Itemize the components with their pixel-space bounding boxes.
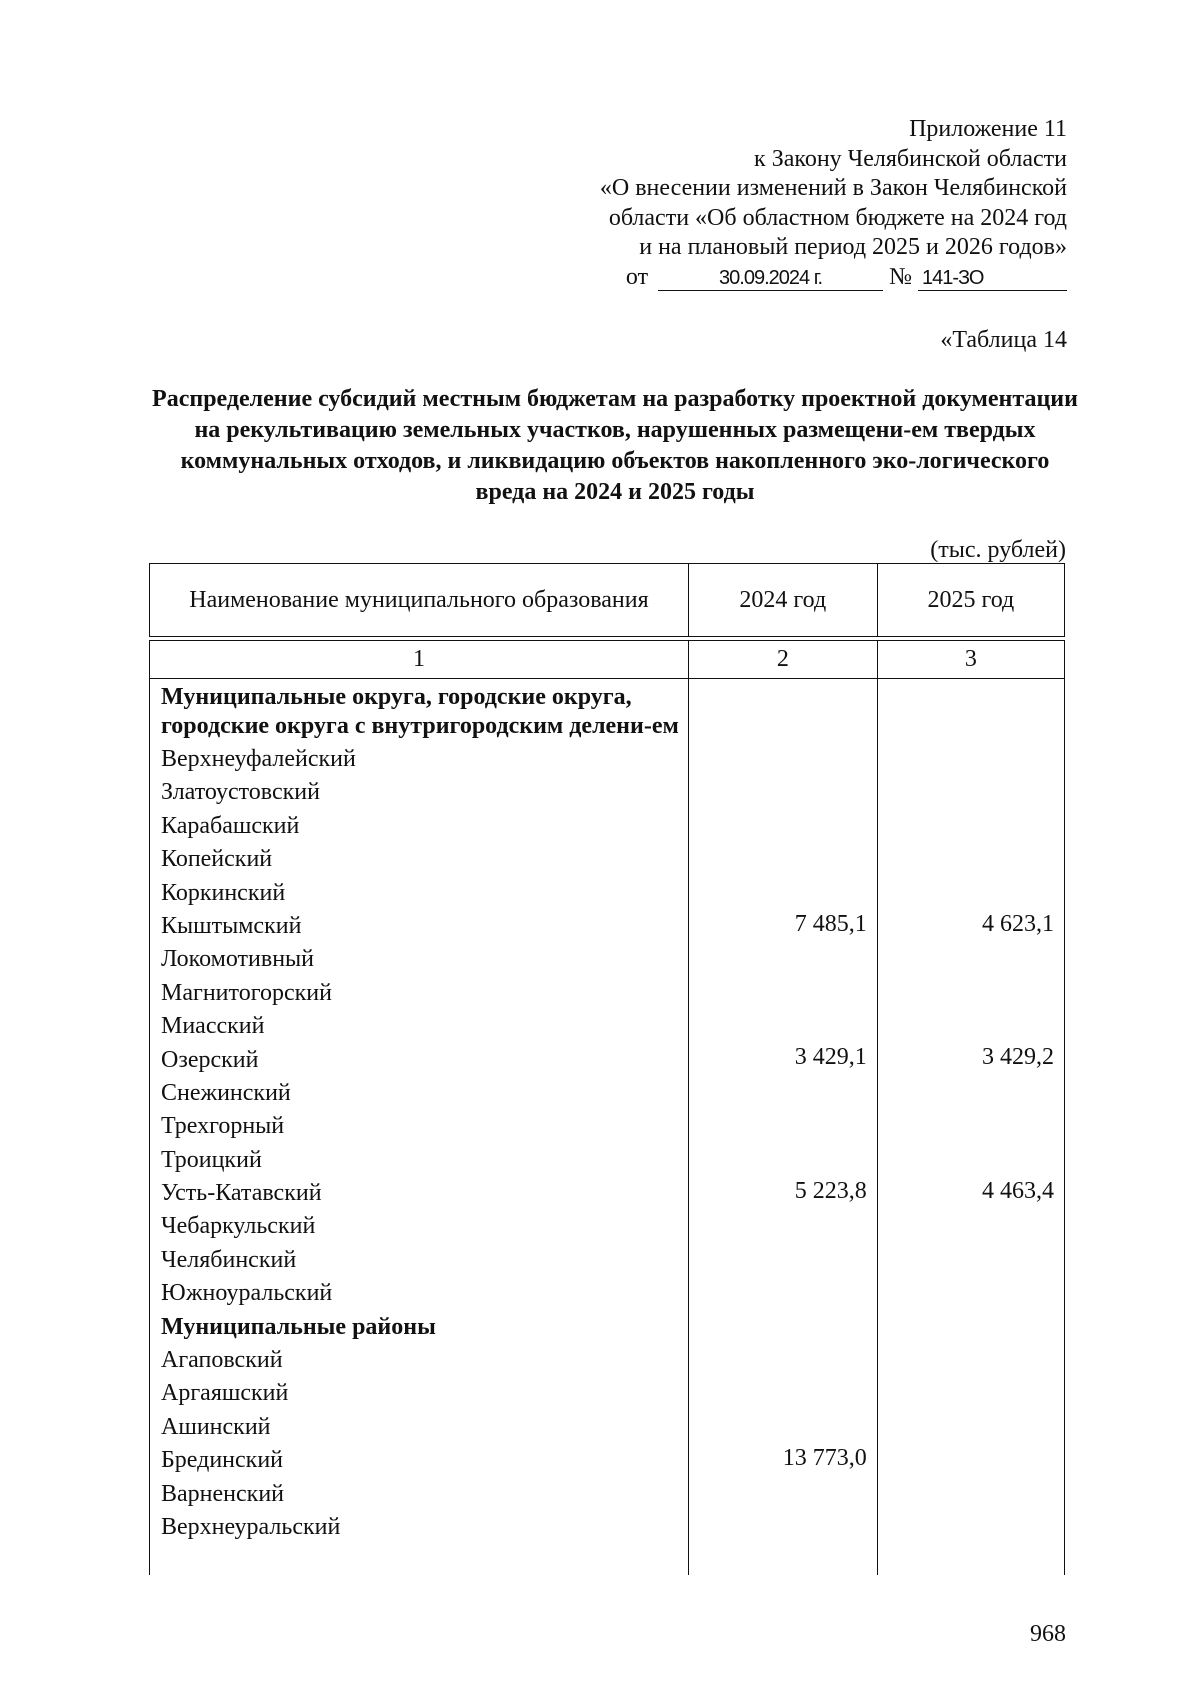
number-label: №: [889, 263, 912, 290]
row-name: Брединский: [161, 1447, 284, 1474]
appendix-line-3: «О внесении изменений в Закон Челябинской: [599, 175, 1067, 201]
row-value-2024: [689, 807, 877, 840]
subsidy-table: [149, 563, 1065, 1575]
column-number-3: 3: [877, 641, 1064, 679]
values-2025-column: [877, 679, 1064, 1576]
units-label: (тыс. рублей): [930, 537, 1066, 563]
row-value-2025: [878, 1241, 1064, 1274]
law-date-number-line: [600, 263, 1067, 293]
row-value-2025: [878, 974, 1064, 1007]
values-2024-column: [688, 679, 877, 1576]
appendix-line-2: к Закону Челябинской области: [754, 145, 1067, 172]
row-name: Варненский: [161, 1480, 284, 1507]
row-value-2025: [878, 774, 1064, 807]
column-number-2: 2: [688, 641, 877, 679]
row-value-2025: [878, 941, 1064, 974]
row-value-2024: [689, 1375, 877, 1408]
appendix-header: [600, 115, 1067, 292]
row-name: Верхнеуральский: [161, 1513, 341, 1540]
row-value-2024: [689, 1075, 877, 1108]
row-value-2024: [689, 941, 877, 974]
row-value-2024: [689, 1275, 877, 1308]
row-value-2024: 7 485,1: [794, 910, 867, 937]
row-name: Копейский: [161, 846, 273, 873]
law-date: 30.09.2024 г.: [658, 266, 883, 291]
row-name: Озерский: [161, 1046, 259, 1073]
row-name: Магнитогорский: [161, 979, 332, 1006]
row-name: Южноуральский: [161, 1280, 333, 1307]
row-name: Миасский: [161, 1013, 265, 1040]
row-value-2025: [878, 874, 1064, 907]
row-value-2024: [689, 1308, 877, 1341]
row-value-2025: [878, 1509, 1064, 1542]
row-name: Челябинский: [161, 1246, 297, 1273]
appendix-line-1: Приложение 11: [909, 116, 1067, 142]
row-value-2025: 4 623,1: [982, 910, 1054, 937]
row-value-2025: [878, 1308, 1064, 1341]
row-value-2024: [689, 1542, 877, 1575]
row-name: Верхнеуфалейский: [161, 746, 356, 772]
row-value-2024: 13 773,0: [782, 1444, 867, 1471]
row-name: Златоустовский: [161, 779, 320, 806]
row-name: Коркинский: [161, 879, 286, 906]
row-name: Троицкий: [161, 1146, 262, 1173]
row-value-2025: 4 463,4: [982, 1177, 1054, 1204]
from-label: от: [625, 263, 649, 290]
document-title: Распределение субсидий местным бюджетам на разработку проектной документации на рекультивацию земельных участков, нарушенных размещени-ем твердых коммунальных отходов, и ликвидацию объектов накопленного эко-логического вреда на 2024 и 2025 годы: [152, 386, 1078, 505]
row-value-2025: [878, 1375, 1064, 1408]
law-number: 141-ЗО: [918, 266, 1067, 291]
row-value-2025: 3 429,2: [982, 1044, 1054, 1071]
row-value-2024: [689, 1208, 877, 1241]
header-2024: 2024 год: [688, 564, 877, 637]
header-municipality: Наименование муниципального образования: [150, 564, 689, 637]
row-value-2024: [689, 1241, 877, 1274]
row-value-2024: 5 223,8: [794, 1177, 867, 1204]
page-number: 968: [1030, 1621, 1066, 1647]
row-name: Усть-Катавский: [161, 1180, 322, 1207]
header-2025: 2025 год: [877, 564, 1064, 637]
names-column: [150, 679, 689, 1576]
row-value-2024: [689, 1141, 877, 1174]
table-label: «Таблица 14: [940, 327, 1067, 353]
table-body-row: [150, 679, 1065, 1576]
section-title-districts: Муниципальные округа, городские округа, городские округа с внутригородским делени-ем: [161, 684, 679, 739]
row-value-2025: [878, 1408, 1064, 1441]
row-value-2025: [878, 807, 1064, 840]
row-value-2025: [878, 1108, 1064, 1141]
row-name: Локомотивный: [161, 946, 315, 973]
row-name: Ашинский: [161, 1413, 271, 1440]
row-value-2024: [689, 874, 877, 907]
row-value-2024: [689, 1108, 877, 1141]
column-number-1: 1: [150, 641, 689, 679]
row-value-2025: [878, 1542, 1064, 1575]
row-name: Чебаркульский: [161, 1213, 316, 1240]
row-name: Карабашский: [161, 812, 300, 839]
row-name: Кыштымский: [161, 912, 302, 939]
row-value-2024: [689, 774, 877, 807]
row-name: Агаповский: [161, 1347, 283, 1374]
row-name: Аргаяшский: [161, 1380, 289, 1407]
section-title-municipal-regions: Муниципальные районы: [161, 1313, 436, 1340]
row-name: Снежинский: [161, 1079, 291, 1106]
row-value-2024: [689, 1408, 877, 1441]
row-value-2024: 3 429,1: [794, 1044, 867, 1071]
row-value-2025: [878, 1475, 1064, 1508]
column-number-row: [150, 641, 1065, 679]
row-value-2024: [689, 1475, 877, 1508]
row-value-2025: [878, 1275, 1064, 1308]
row-value-2025: [878, 1141, 1064, 1174]
row-value-2024: [689, 1509, 877, 1542]
row-value-2025: [878, 1075, 1064, 1108]
table-header-row: [150, 564, 1065, 637]
row-value-2025: [878, 1208, 1064, 1241]
row-value-2024: [689, 974, 877, 1007]
row-value-2025: [878, 841, 1064, 874]
row-name: Трехгорный: [161, 1113, 285, 1140]
appendix-line-4: области «Об областном бюджете на 2024 год: [608, 204, 1067, 231]
appendix-line-5: и на плановый период 2025 и 2026 годов»: [639, 234, 1067, 260]
row-value-2024: [689, 1008, 877, 1041]
row-value-2024: [689, 841, 877, 874]
row-value-2025: [878, 1008, 1064, 1041]
row-value-2025: [878, 1442, 1064, 1475]
